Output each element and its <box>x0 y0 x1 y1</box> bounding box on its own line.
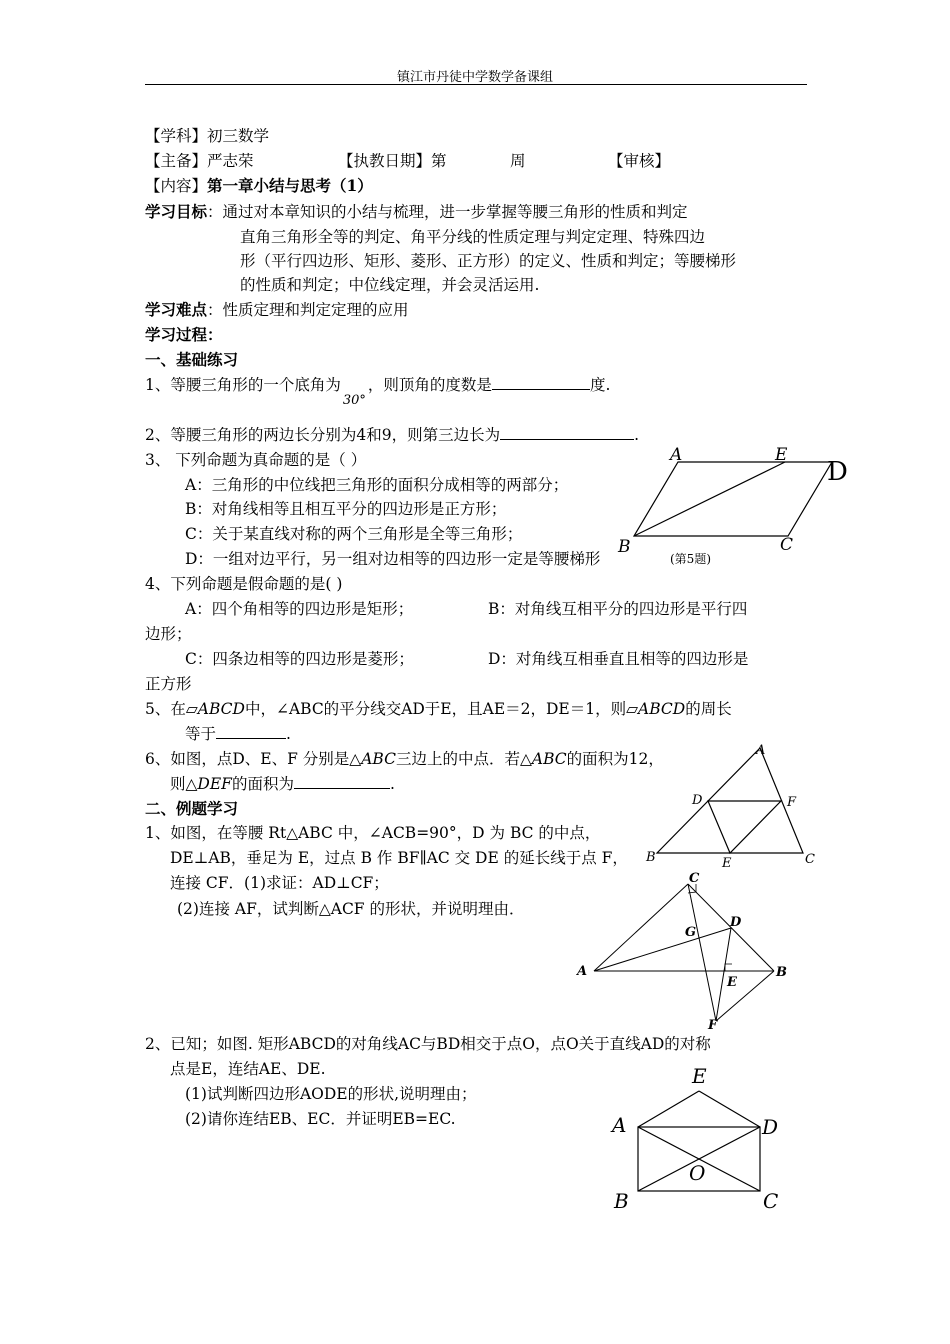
triangle-def <box>708 801 781 853</box>
q4-option-b-cont: 边形； <box>145 625 192 643</box>
label-d: D <box>730 915 742 930</box>
q6-def: △DEF <box>185 775 232 793</box>
q6-triangle-1: △ABC <box>349 750 396 768</box>
ex2-line-3: (1)试判断四边形AODE的形状,说明理由； <box>185 1085 477 1103</box>
q4-line: 4、下列命题是假命题的是( ) <box>145 575 343 593</box>
label-c: C <box>805 852 815 867</box>
goals-label: 学习目标 <box>145 202 208 221</box>
label-b: B <box>646 850 656 865</box>
section1-title: 一、基础练习 <box>145 350 239 369</box>
figure-rectangle <box>605 1060 805 1218</box>
label-c: C <box>689 871 700 886</box>
process-label: 学习过程： <box>145 325 223 344</box>
q6-blank <box>294 773 390 789</box>
content-title: 第一章小结与思考（1） <box>207 176 373 195</box>
label-b: B <box>614 1189 629 1213</box>
q5-line: 5、在▱ABCD中，∠ABC的平分线交AD于E，且AE＝2，DE＝1，则▱ABCD的周长 <box>145 700 732 718</box>
ex2-line-4: (2)请你连结EB、EC．并证明EB=EC. <box>185 1110 456 1128</box>
q3-option-a: A：三角形的中位线把三角形的面积分成相等的两部分； <box>185 476 569 494</box>
label-g: G <box>685 925 697 940</box>
q5-line-2: 等于 . <box>185 725 291 743</box>
q6-line-2: 则△DEF的面积为 . <box>170 775 395 793</box>
label-e: E <box>722 856 732 871</box>
week-label: 周 <box>510 152 526 170</box>
segment-cf <box>688 884 716 1021</box>
q3-line: 3、 下列命题为真命题的是（ ） <box>145 451 367 469</box>
q3-option-d: D：一组对边平行，另一组对边相等的四边形一定是等腰梯形 <box>185 550 601 568</box>
difficulty-line: 学习难点：性质定理和判定定理的应用 <box>145 300 409 319</box>
label-d: D <box>692 793 703 808</box>
label-d: D <box>827 457 848 487</box>
q1-line: 1、等腰三角形的一个底角为$_{30^\circ}$，则顶角的度数是 度. <box>145 376 611 408</box>
review-label: 【审核】 <box>608 152 671 170</box>
segment-fb <box>716 971 774 1021</box>
q6-line: 6、如图，点D、E、F 分别是△ABC三边上的中点．若△ABC的面积为12， <box>145 750 664 768</box>
ex1-line-3: 连接 CF．(1)求证：AD⊥CF； <box>170 874 389 892</box>
ex1-line-1: 1、如图，在等腰 Rt△ABC 中，∠ACB=90°，D 为 BC 的中点， <box>145 824 601 842</box>
label-c: C <box>780 535 794 555</box>
label-f: F <box>787 795 797 810</box>
label-a: A <box>577 964 588 979</box>
segment-ed <box>699 1091 760 1127</box>
q2-line: 2、等腰三角形的两边长分别为4和9，则第三边长为 . <box>145 426 640 444</box>
q4-option-c: C：四条边相等的四边形是菱形； <box>185 650 414 668</box>
label-b: B <box>618 537 631 557</box>
ex2-line-2: 点是E，连结AE、DE. <box>170 1060 326 1078</box>
label-a: A <box>670 445 683 465</box>
label-c: C <box>763 1189 779 1213</box>
content-line <box>145 175 373 197</box>
q6-triangle-2: △ABC <box>519 750 567 768</box>
goals-line-4: 的性质和判定；中位线定理，并会灵活运用. <box>240 276 540 294</box>
q5-parallelogram-1: ▱ABCD <box>185 700 245 718</box>
label-a: A <box>612 1113 627 1137</box>
label-b: B <box>776 965 787 980</box>
segment-ae <box>638 1091 699 1127</box>
q1-angle: 30° <box>342 393 366 408</box>
figure-parallelogram <box>610 440 850 570</box>
subject-line: 【学科】初三数学 <box>145 127 270 145</box>
figure-example-1 <box>570 868 800 1033</box>
content-label: 【内容】 <box>145 177 208 195</box>
date-label: 【执教日期】第 <box>338 152 447 170</box>
parallelogram-shape <box>634 462 832 536</box>
figure-midpoint-triangle <box>645 740 830 875</box>
label-a: A <box>756 743 766 758</box>
label-e: E <box>775 445 788 465</box>
header-rule <box>145 84 807 85</box>
section2-title: 二、例题学习 <box>145 799 239 818</box>
ex2-line-1: 2、已知；如图. 矩形ABCD的对角线AC与BD相交于点O，点O关于直线AD的对称 <box>145 1035 711 1053</box>
q3-option-b: B：对角线相等且相互平分的四边形是正方形； <box>185 500 507 518</box>
segment-ad <box>594 928 731 971</box>
q2-blank <box>500 424 634 440</box>
q4-option-d: D：对角线互相垂直且相等的四边形是 <box>488 650 749 668</box>
label-f: F <box>708 1018 718 1033</box>
label-e: E <box>727 975 737 990</box>
goals-line-2: 直角三角形全等的判定、角平分线的性质定理与判定定理、特殊四边 <box>240 228 706 246</box>
figure-caption: (第5题) <box>670 552 711 566</box>
label-o: O <box>689 1161 706 1185</box>
preparer: 【主备】严志荣 <box>145 152 254 170</box>
ex1-line-4: (2)连接 AF，试判断△ACF 的形状，并说明理由． <box>177 900 525 918</box>
label-d: D <box>762 1115 779 1139</box>
q4-option-d-cont: 正方形 <box>145 675 192 693</box>
q4-option-a: A：四个角相等的四边形是矩形； <box>185 600 414 618</box>
page-header: 镇江市丹徒中学数学备课组 <box>396 70 553 85</box>
goals-line-1: 学习目标：通过对本章知识的小结与梳理，进一步掌握等腰三角形的性质和判定 <box>145 202 688 221</box>
right-angle-e <box>725 964 732 971</box>
ex1-line-2: DE⊥AB，垂足为 E，过点 B 作 BF∥AC 交 DE 的延长线于点 F， <box>170 849 628 867</box>
segment-ca <box>594 884 688 971</box>
q3-option-c: C：关于某直线对称的两个三角形是全等三角形； <box>185 525 523 543</box>
q5-parallelogram-2: ▱ABCD <box>626 700 686 718</box>
difficulty-label: 学习难点 <box>145 300 208 319</box>
q5-blank <box>216 723 286 739</box>
goals-line-3: 形（平行四边形、矩形、菱形、正方形）的定义、性质和判定；等腰梯形 <box>240 252 737 270</box>
label-e: E <box>692 1064 707 1088</box>
q1-blank <box>492 374 590 390</box>
q4-option-b: B：对角线互相平分的四边形是平行四 <box>488 600 748 618</box>
